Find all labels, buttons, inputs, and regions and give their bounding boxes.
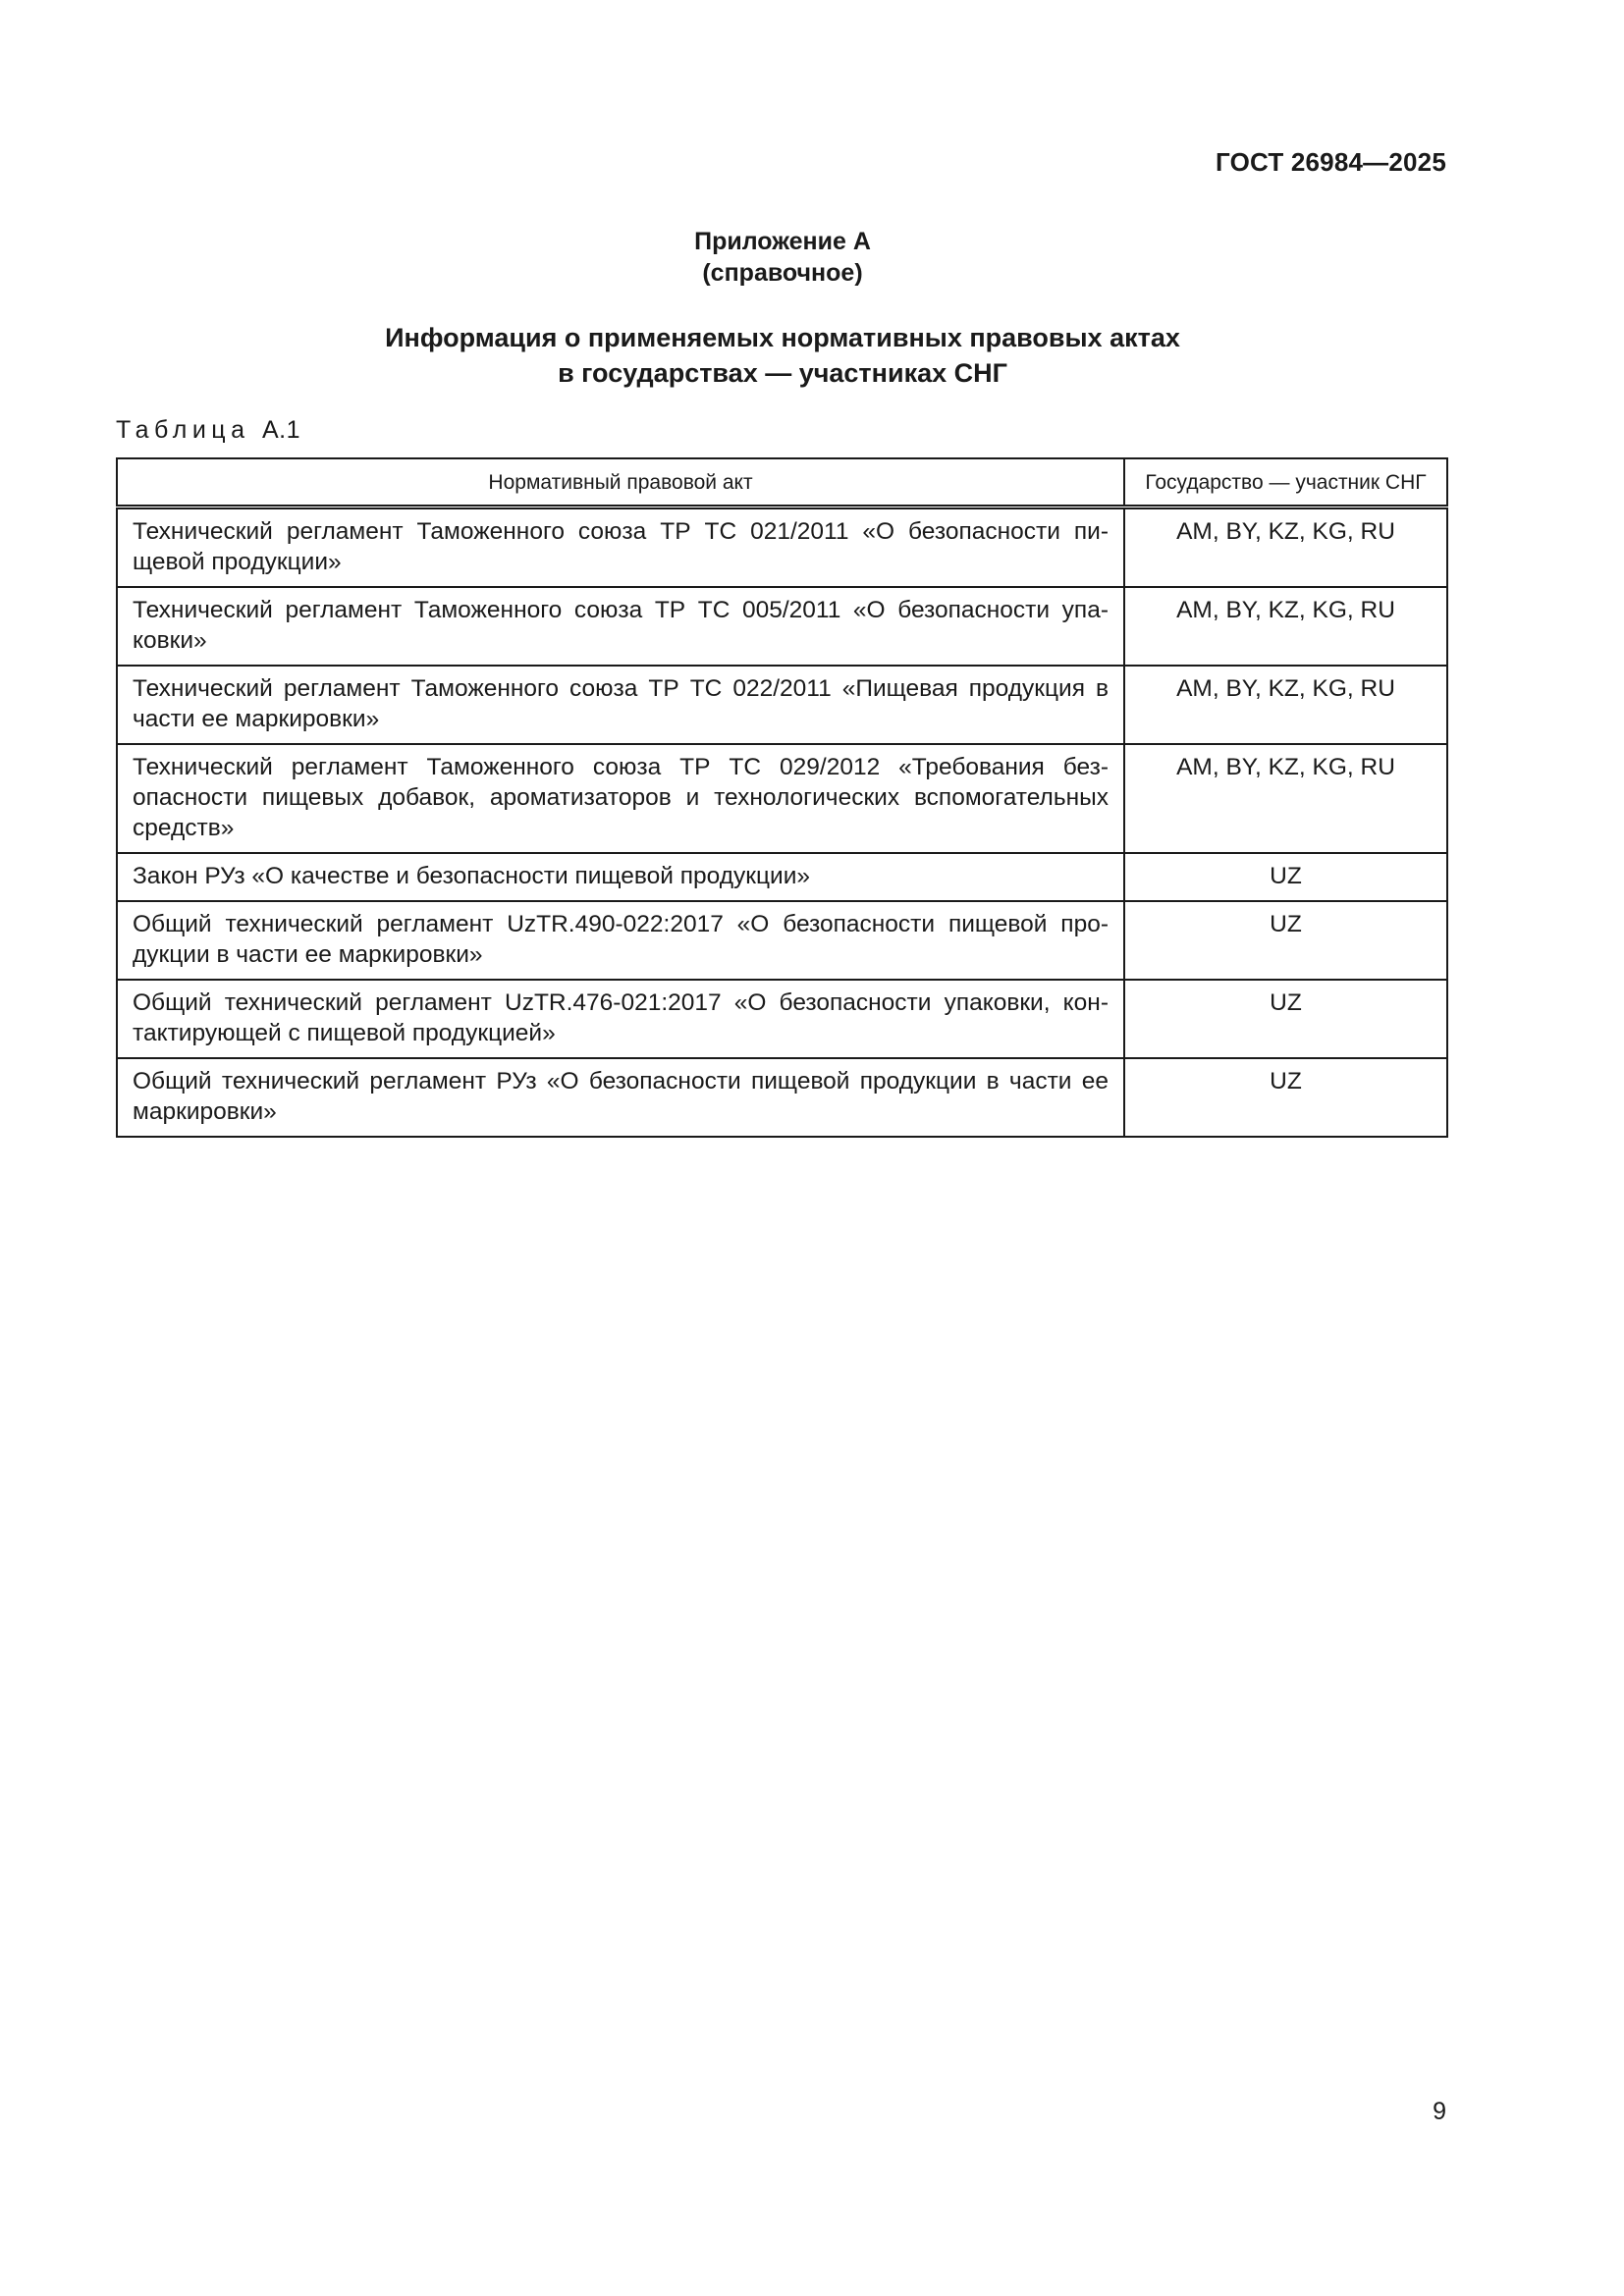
table-caption-number: А.1 (261, 416, 301, 444)
state-cell: UZ (1124, 1058, 1447, 1137)
table-row (117, 744, 1447, 853)
state-cell: UZ (1124, 901, 1447, 980)
document-code: ГОСТ 26984—2025 (1216, 147, 1446, 177)
state-cell: UZ (1124, 853, 1447, 901)
table-caption (116, 416, 300, 445)
table-row (117, 901, 1447, 980)
appendix-kind: (справочное) (702, 259, 863, 287)
state-cell: AM, BY, KZ, KG, RU (1124, 587, 1447, 666)
state-cell: AM, BY, KZ, KG, RU (1124, 507, 1447, 588)
column-header-state: Государство — участник СНГ (1124, 458, 1447, 507)
act-cell: Технический регламент Таможенного союза ТР ТС 029/2012 «Требования безопасности пищевых добавок, ароматизаторов и технологических вспомогательных средств» (117, 744, 1124, 853)
state-cell: UZ (1124, 980, 1447, 1058)
act-cell: Общий технический регламент UzTR.476-021:2017 «О безопасности упаковки, контактирующей с пищевой продукцией» (117, 980, 1124, 1058)
act-cell: Общий технический регламент РУз «О безопасности пищевой продукции в части ее маркировки» (117, 1058, 1124, 1137)
table-row (117, 587, 1447, 666)
act-cell: Общий технический регламент UzTR.490-022:2017 «О безопасности пищевой продукции в части ее маркировки» (117, 901, 1124, 980)
table-caption-word: Таблица (116, 416, 250, 444)
table-row (117, 980, 1447, 1058)
page-title-line-1: Информация о применяемых нормативных правовых актах (385, 323, 1180, 352)
state-cell: AM, BY, KZ, KG, RU (1124, 744, 1447, 853)
table-row (117, 507, 1447, 588)
page-number: 9 (1433, 2098, 1446, 2125)
act-cell: Технический регламент Таможенного союза ТР ТС 005/2011 «О безопасности упаковки» (117, 587, 1124, 666)
act-cell: Закон РУз «О качестве и безопасности пищевой продукции» (117, 853, 1124, 901)
act-cell: Технический регламент Таможенного союза ТР ТС 022/2011 «Пищевая продукция в части ее маркировки» (117, 666, 1124, 744)
table-row (117, 853, 1447, 901)
page-title-line-2: в государствах — участниках СНГ (558, 358, 1007, 388)
legal-acts-table (116, 457, 1448, 1138)
table-row (117, 1058, 1447, 1137)
appendix-label: Приложение А (694, 228, 871, 255)
table-header-row (117, 458, 1447, 507)
appendix-heading (0, 226, 1565, 289)
table-row (117, 666, 1447, 744)
state-cell: AM, BY, KZ, KG, RU (1124, 666, 1447, 744)
column-header-act: Нормативный правовой акт (117, 458, 1124, 507)
page-title (0, 320, 1565, 391)
act-cell: Технический регламент Таможенного союза ТР ТС 021/2011 «О безопасности пищевой продукции» (117, 507, 1124, 588)
